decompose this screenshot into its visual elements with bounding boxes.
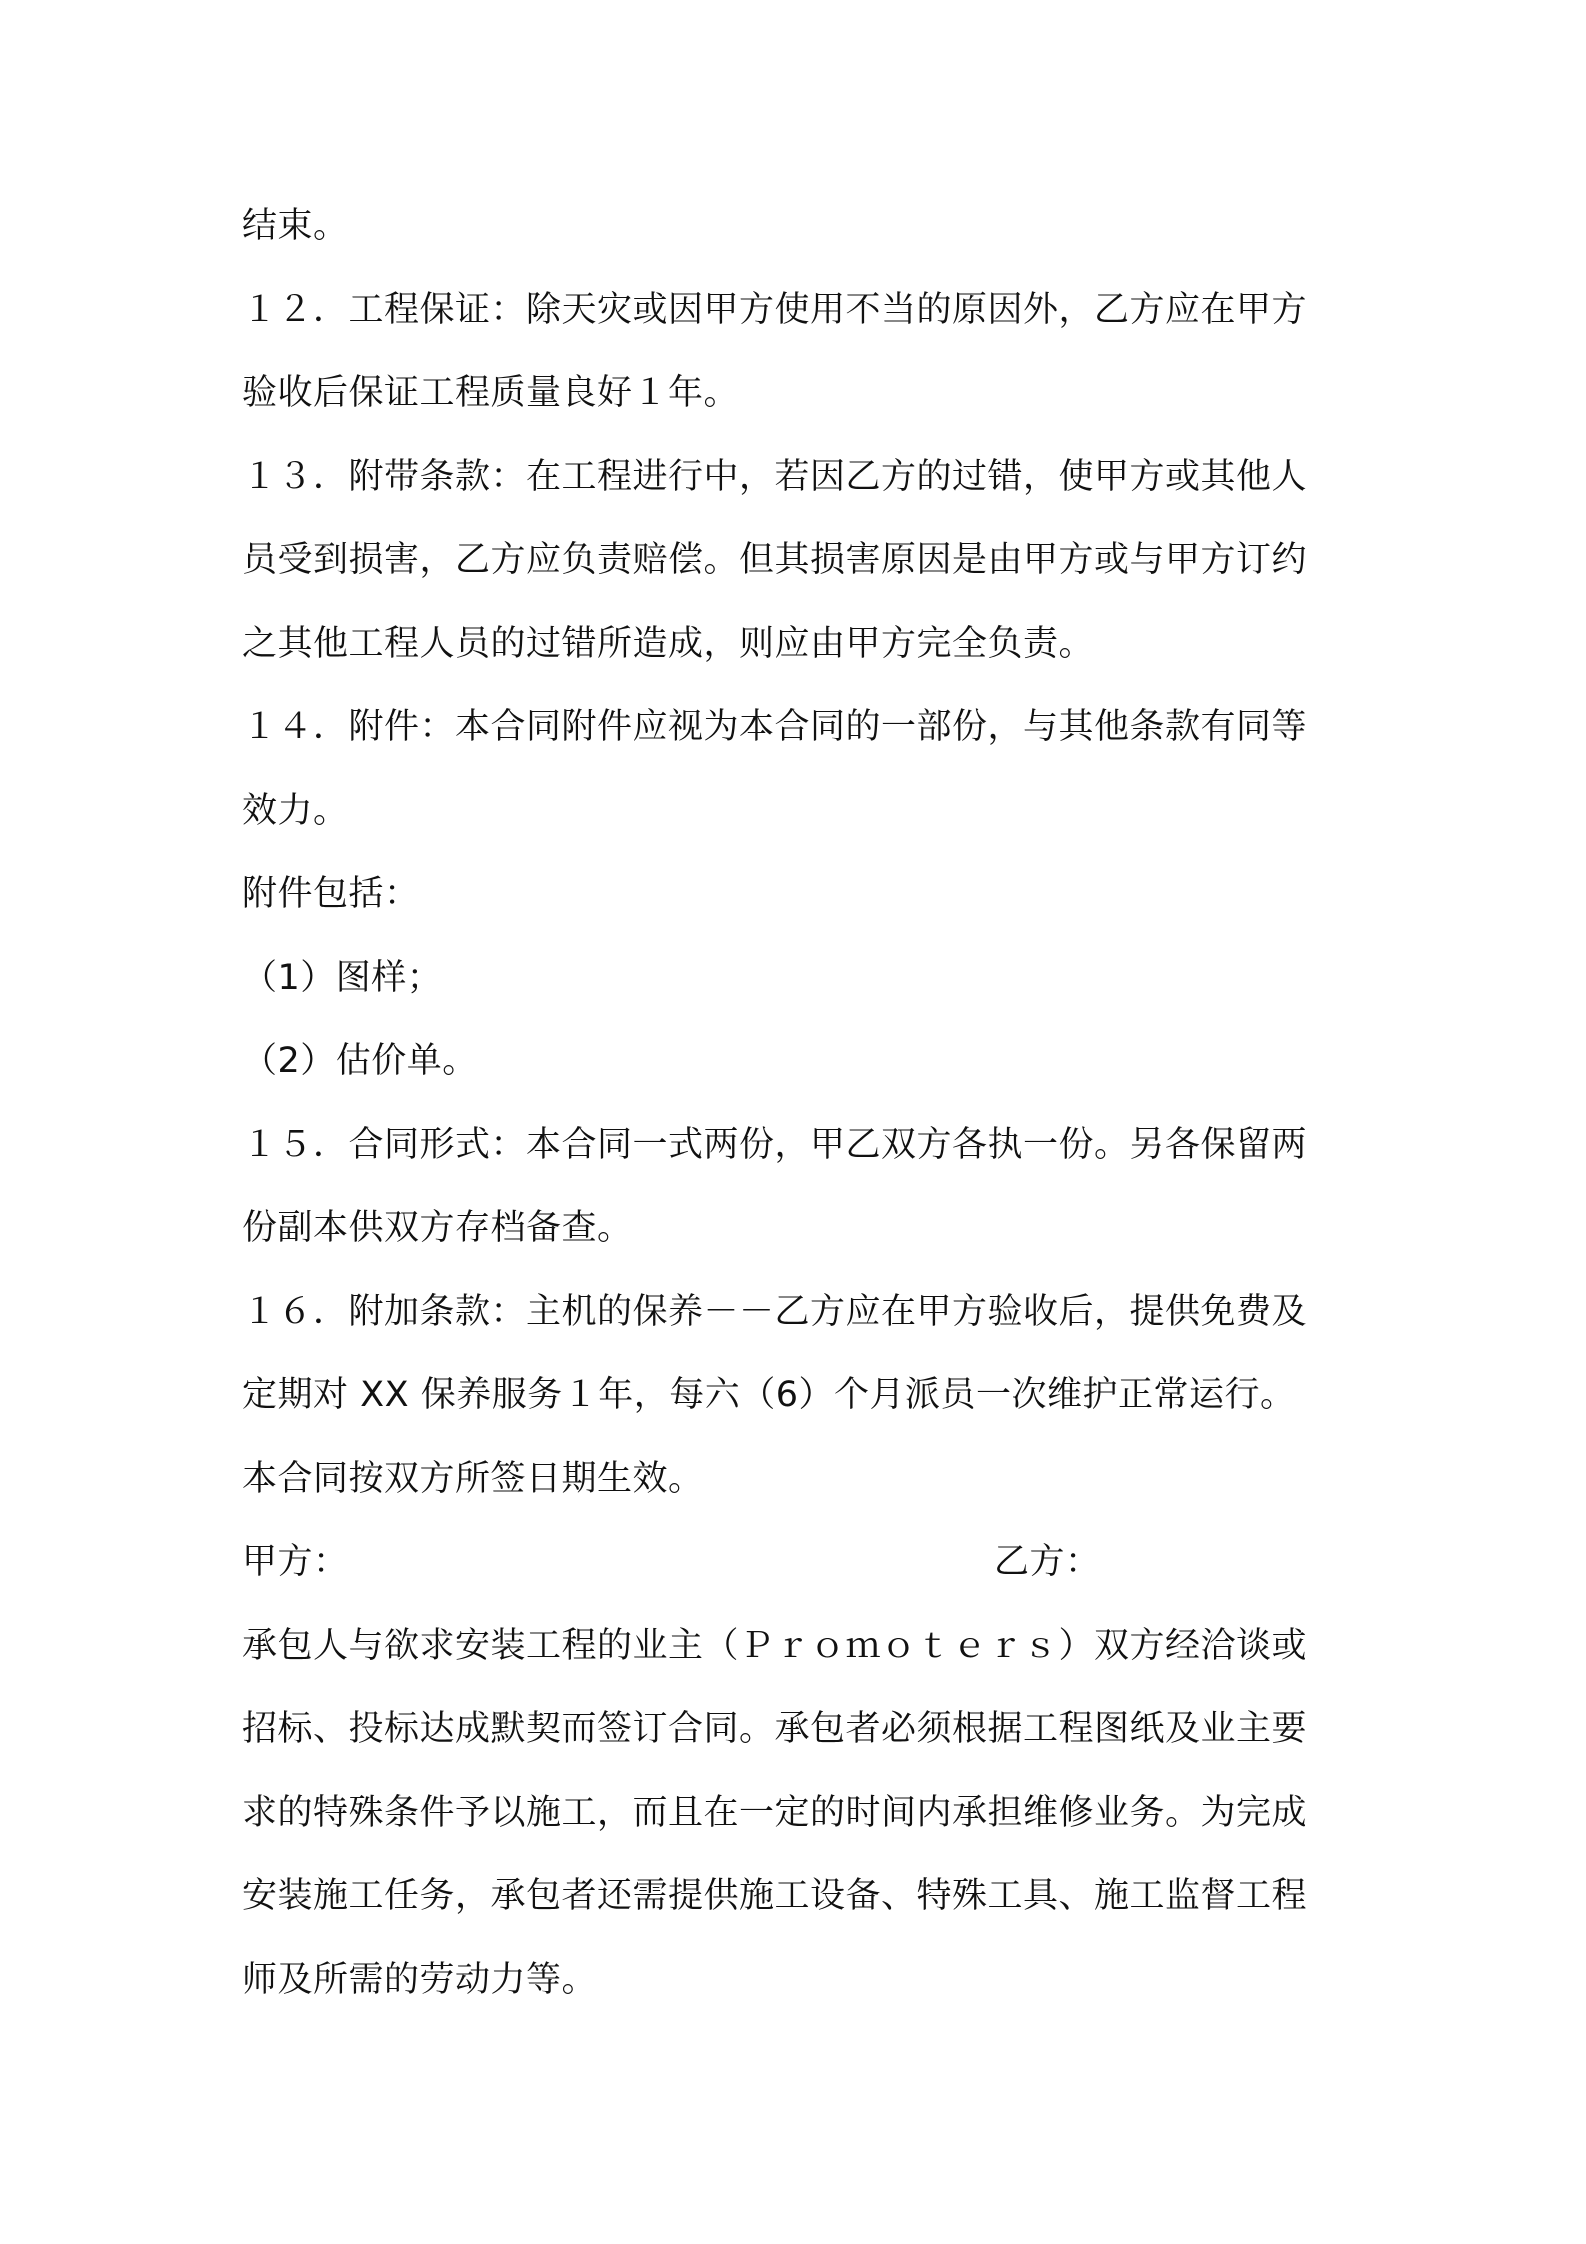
document-body <box>242 196 1367 2033</box>
party-b-label: 乙方： <box>994 1542 1101 1582</box>
clause-13-line-2: 员受到损害，乙方应负责赔偿。但其损害原因是由甲方或与甲方订约 <box>242 540 1308 580</box>
attachment-item-1: （1）图样； <box>242 957 443 998</box>
text-line: 结束。 <box>242 206 349 246</box>
attachments-heading: 附件包括： <box>242 874 420 914</box>
party-a-label: 甲方： <box>242 1542 349 1582</box>
clause-14-line-2: 效力。 <box>242 790 349 831</box>
clause-12-line-2: 验收后保证工程质量良好１年。 <box>242 373 740 413</box>
clause-13-line-3: 之其他工程人员的过错所造成，则应由甲方完全负责。 <box>242 623 1095 664</box>
clause-14-line-1: １４．附件：本合同附件应视为本合同的一部份，与其他条款有同等 <box>242 707 1308 747</box>
attachment-item-2: （2）估价单。 <box>242 1041 478 1081</box>
clause-12-line-1: １２．工程保证：除天灾或因甲方使用不当的原因外，乙方应在甲方 <box>242 289 1308 330</box>
contractor-para-line-4: 安装施工任务，承包者还需提供施工设备、特殊工具、施工监督工程 <box>242 1876 1308 1916</box>
clause-15-line-1: １５．合同形式：本合同一式两份，甲乙双方各执一份。另各保留两 <box>242 1124 1308 1165</box>
contractor-para-line-2: 招标、投标达成默契而签订合同。承包者必须根据工程图纸及业主要 <box>242 1709 1308 1749</box>
contractor-para-line-1: 承包人与欲求安装工程的业主（Ｐｒｏｍｏｔｅｒｓ）双方经洽谈或 <box>242 1625 1308 1666</box>
contractor-para-line-3: 求的特殊条件予以施工，而且在一定的时间内承担维修业务。为完成 <box>242 1792 1308 1833</box>
effective-date-line: 本合同按双方所签日期生效。 <box>242 1458 704 1499</box>
signature-row <box>242 1532 1367 1616</box>
clause-16-line-1: １６．附加条款：主机的保养－－乙方应在甲方验收后，提供免费及 <box>242 1291 1308 1332</box>
clause-13-line-1: １３．附带条款：在工程进行中，若因乙方的过错，使甲方或其他人 <box>242 456 1308 497</box>
clause-15-line-2: 份副本供双方存档备查。 <box>242 1208 633 1248</box>
clause-16-line-2: 定期对 XX 保养服务１年，每六（6）个月派员一次维护正常运行。 <box>242 1375 1296 1415</box>
contractor-para-line-5: 师及所需的劳动力等。 <box>242 1959 598 2000</box>
